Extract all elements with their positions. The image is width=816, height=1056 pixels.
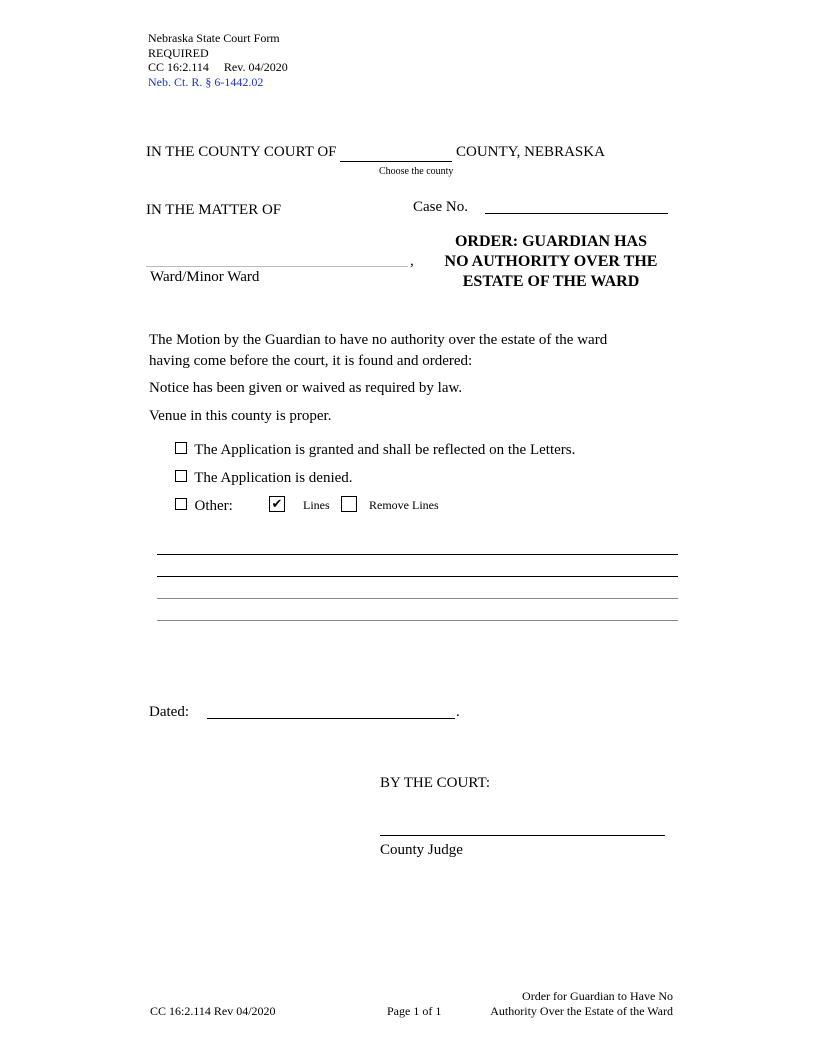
other-text-line-1[interactable] xyxy=(157,554,678,555)
form-name: Nebraska State Court Form xyxy=(148,31,280,45)
matter-label: IN THE MATTER OF xyxy=(146,202,282,218)
county-judge-label: County Judge xyxy=(380,842,463,858)
lines-label: Lines xyxy=(303,498,330,512)
other-label: Other: xyxy=(194,498,233,514)
order-title-line1: ORDER: GUARDIAN HAS xyxy=(454,233,647,250)
order-title-line3: ESTATE OF THE WARD xyxy=(462,273,640,290)
form-revision: Rev. 04/2020 xyxy=(223,60,288,74)
case-number-field[interactable] xyxy=(485,213,668,214)
form-code-line xyxy=(148,60,288,75)
ward-label: Ward/Minor Ward xyxy=(150,269,260,285)
ward-name-field[interactable] xyxy=(146,266,408,267)
venue-finding: Venue in this county is proper. xyxy=(149,408,332,424)
court-caption xyxy=(146,144,605,162)
order-title xyxy=(430,232,672,292)
form-header xyxy=(148,31,288,89)
lines-checkbox[interactable]: ✔ xyxy=(269,496,285,512)
dated-period: . xyxy=(456,704,460,720)
court-suffix: COUNTY, NEBRASKA xyxy=(456,144,605,160)
notice-finding: Notice has been given or waived as required by law. xyxy=(149,380,463,396)
footer-title-line1: Order for Guardian to Have No xyxy=(522,989,673,1003)
denied-label: The Application is denied. xyxy=(194,470,353,486)
case-number-label: Case No. xyxy=(413,199,468,215)
motion-paragraph xyxy=(149,330,607,372)
remove-lines-label: Remove Lines xyxy=(369,498,439,512)
county-hint: Choose the county xyxy=(379,166,454,177)
order-title-line2: NO AUTHORITY OVER THE xyxy=(444,253,658,270)
granted-label: The Application is granted and shall be reflected on the Letters. xyxy=(194,442,576,458)
court-rule-link[interactable]: Neb. Ct. R. § 6-1442.02 xyxy=(148,74,264,89)
form-code: CC 16:2.114 xyxy=(148,60,209,74)
case-number-row xyxy=(413,199,468,216)
footer-title-line2: Authority Over the Estate of the Ward xyxy=(490,1004,673,1018)
option-denied-row xyxy=(175,470,353,487)
by-the-court: BY THE COURT: xyxy=(380,775,491,791)
other-text-line-3[interactable] xyxy=(157,598,678,599)
footer-form-title xyxy=(460,989,673,1019)
other-checkbox[interactable] xyxy=(175,498,187,510)
footer-page-number: Page 1 of 1 xyxy=(387,1004,442,1018)
remove-lines-checkbox[interactable] xyxy=(341,496,357,512)
dated-label: Dated: xyxy=(149,704,189,720)
date-field[interactable] xyxy=(207,718,455,719)
caption-comma: , xyxy=(410,253,414,269)
other-text-line-4[interactable] xyxy=(157,620,678,621)
motion-line2: having come before the court, it is found and ordered: xyxy=(149,353,473,369)
denied-checkbox[interactable] xyxy=(175,470,187,482)
judge-signature-line[interactable] xyxy=(380,835,665,836)
option-granted-row xyxy=(175,442,575,459)
motion-line1: The Motion by the Guardian to have no authority over the estate of the ward xyxy=(149,332,608,348)
county-select[interactable] xyxy=(340,144,452,162)
other-text-line-2[interactable] xyxy=(157,576,678,577)
dated-row xyxy=(149,704,189,721)
granted-checkbox[interactable] xyxy=(175,442,187,454)
court-prefix: IN THE COUNTY COURT OF xyxy=(146,144,337,160)
option-other-row xyxy=(175,498,233,515)
required-label: REQUIRED xyxy=(148,45,209,60)
footer-form-code: CC 16:2.114 Rev 04/2020 xyxy=(150,1004,276,1018)
